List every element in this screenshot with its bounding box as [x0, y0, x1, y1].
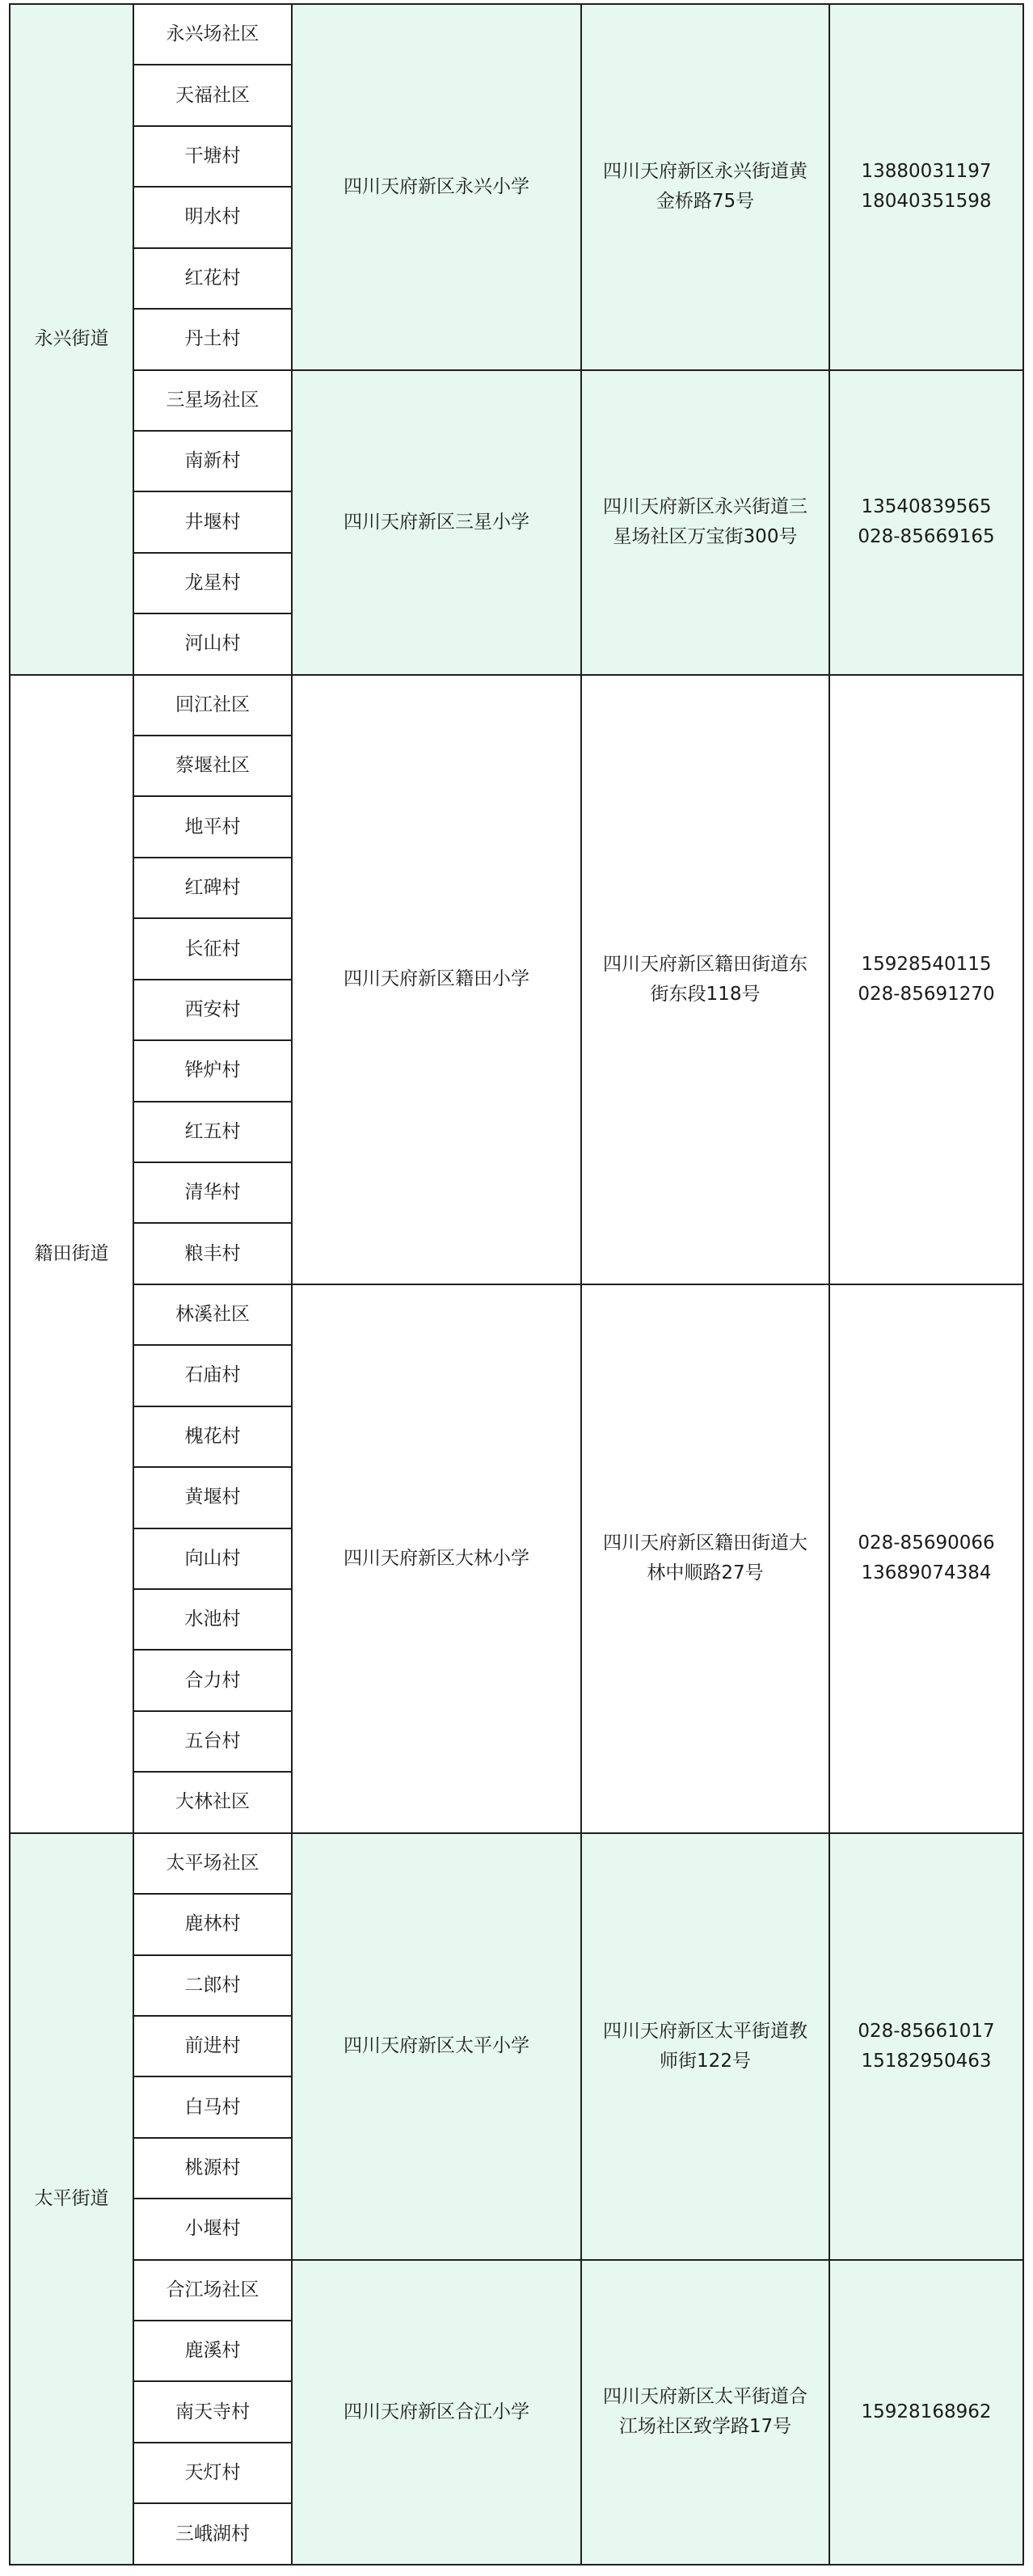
phone-number: 028-85690066 [858, 1533, 995, 1554]
table-row [10, 4, 1023, 65]
village-cell: 明水村 [133, 187, 292, 247]
village-cell: 太平场社区 [133, 1833, 292, 1894]
village-cell: 鹿溪村 [133, 2321, 292, 2381]
phone-number: 18040351598 [861, 191, 992, 213]
school-name-cell: 四川天府新区三星小学 [292, 370, 581, 675]
school-name-cell: 四川天府新区永兴小学 [292, 4, 581, 370]
village-cell: 井堰村 [133, 491, 292, 552]
village-cell: 黄堰村 [133, 1467, 292, 1528]
village-cell: 天灯村 [133, 2443, 292, 2503]
school-address-cell: 四川天府新区太平街道教师街122号 [581, 1833, 829, 2260]
village-cell: 二郎村 [133, 1955, 292, 2016]
village-cell: 蔡堰社区 [133, 736, 292, 796]
school-address-cell: 四川天府新区永兴街道黄金桥路75号 [581, 4, 829, 370]
village-cell: 清华村 [133, 1162, 292, 1223]
village-cell: 南新村 [133, 431, 292, 491]
village-cell: 长征村 [133, 918, 292, 979]
village-cell: 桃源村 [133, 2138, 292, 2199]
table-row [10, 1284, 1023, 1345]
contact-phone-cell [829, 4, 1023, 370]
village-cell: 铧炉村 [133, 1040, 292, 1101]
village-cell: 大林社区 [133, 1772, 292, 1832]
village-cell: 合力村 [133, 1650, 292, 1710]
village-cell: 西安村 [133, 980, 292, 1040]
school-name-cell: 四川天府新区大林小学 [292, 1284, 581, 1833]
contact-phone-cell [829, 2260, 1023, 2565]
village-cell: 前进村 [133, 2016, 292, 2076]
phone-number: 15182950463 [861, 2050, 992, 2072]
table-row [10, 675, 1023, 736]
school-address-cell: 四川天府新区籍田街道东街东段118号 [581, 675, 829, 1284]
table-row [10, 2260, 1023, 2321]
village-cell: 永兴场社区 [133, 4, 292, 65]
village-cell: 合江场社区 [133, 2260, 292, 2321]
village-cell: 丹土村 [133, 309, 292, 369]
phone-number: 15928168962 [861, 2401, 992, 2422]
village-cell: 天福社区 [133, 65, 292, 125]
table-body [10, 4, 1023, 2565]
school-name-cell: 四川天府新区籍田小学 [292, 675, 581, 1284]
school-address-cell: 四川天府新区籍田街道大林中顺路27号 [581, 1284, 829, 1833]
contact-phone-cell [829, 1284, 1023, 1833]
village-cell: 五台村 [133, 1711, 292, 1772]
village-cell: 石庙村 [133, 1345, 292, 1406]
table-row [10, 370, 1023, 431]
phone-number: 028-85661017 [858, 2020, 995, 2042]
village-cell: 干塘村 [133, 126, 292, 187]
phone-number: 028-85669165 [858, 526, 995, 548]
village-cell: 粮丰村 [133, 1223, 292, 1284]
village-cell: 地平村 [133, 796, 292, 857]
phone-number: 028-85691270 [858, 983, 995, 1005]
village-cell: 红碑村 [133, 858, 292, 918]
phone-number: 13689074384 [861, 1562, 992, 1584]
phone-number: 13540839565 [861, 496, 992, 518]
street-name-cell: 太平街道 [10, 1833, 133, 2565]
phone-number: 15928540115 [861, 953, 992, 975]
village-cell: 林溪社区 [133, 1284, 292, 1345]
village-cell: 红五村 [133, 1102, 292, 1162]
contact-phone-cell [829, 675, 1023, 1284]
village-cell: 小堰村 [133, 2199, 292, 2259]
village-cell: 回江社区 [133, 675, 292, 736]
school-name-cell: 四川天府新区合江小学 [292, 2260, 581, 2565]
contact-phone-cell [829, 370, 1023, 675]
village-cell: 鹿林村 [133, 1894, 292, 1954]
school-address-cell: 四川天府新区太平街道合江场社区致学路17号 [581, 2260, 829, 2565]
village-cell: 向山村 [133, 1528, 292, 1589]
village-cell: 槐花村 [133, 1406, 292, 1467]
village-cell: 龙星村 [133, 553, 292, 613]
village-cell: 水池村 [133, 1589, 292, 1650]
school-district-table [9, 3, 1024, 2565]
village-cell: 红花村 [133, 248, 292, 309]
village-cell: 河山村 [133, 613, 292, 674]
contact-phone-cell [829, 1833, 1023, 2260]
street-name-cell: 永兴街道 [10, 4, 133, 675]
phone-number: 13880031197 [861, 161, 992, 183]
village-cell: 三峨湖村 [133, 2503, 292, 2565]
village-cell: 南天寺村 [133, 2381, 292, 2442]
street-name-cell: 籍田街道 [10, 675, 133, 1833]
village-cell: 白马村 [133, 2076, 292, 2137]
table-row [10, 1833, 1023, 1894]
school-address-cell: 四川天府新区永兴街道三星场社区万宝街300号 [581, 370, 829, 675]
village-cell: 三星场社区 [133, 370, 292, 431]
school-name-cell: 四川天府新区太平小学 [292, 1833, 581, 2260]
